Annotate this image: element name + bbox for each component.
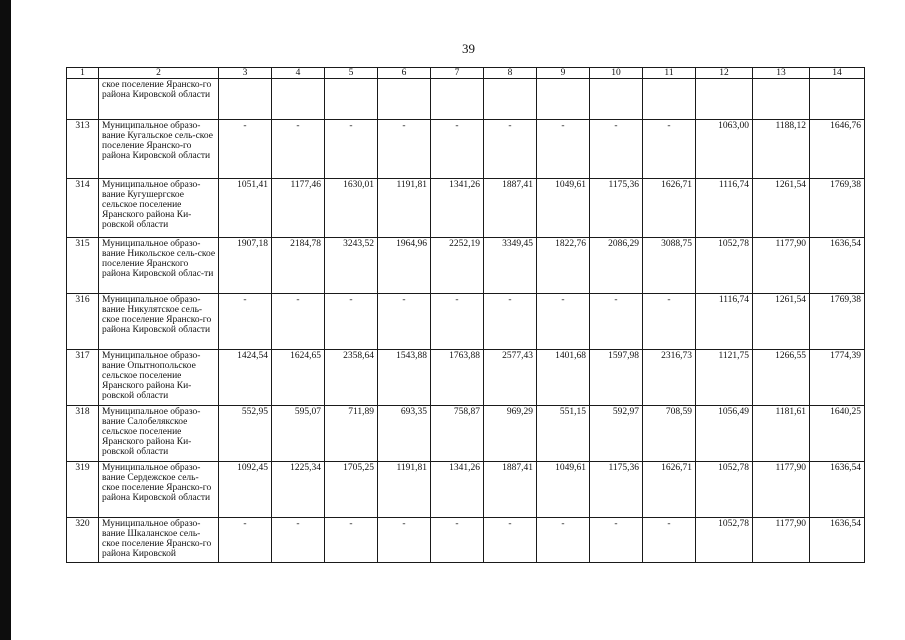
value-cell: 1177,90	[753, 462, 810, 518]
value-cell: 1051,41	[219, 179, 272, 238]
value-cell: 1191,81	[378, 462, 431, 518]
table-row	[67, 294, 865, 350]
value-cell: -	[219, 294, 272, 350]
municipality-name: Муниципальное образо-вание Салобелякское сельское поселение Яранского района Ки-ровской области	[99, 406, 219, 462]
table-row	[67, 179, 865, 238]
value-cell: 2577,43	[484, 350, 537, 406]
value-cell: -	[325, 518, 378, 563]
row-number: 316	[67, 294, 99, 350]
value-cell: -	[643, 120, 696, 179]
value-cell: 1121,75	[696, 350, 753, 406]
value-cell: 1822,76	[537, 238, 590, 294]
value-cell: 2252,19	[431, 238, 484, 294]
column-header: 2	[99, 68, 219, 79]
value-cell: 595,07	[272, 406, 325, 462]
value-cell: 2358,64	[325, 350, 378, 406]
municipality-name: Муниципальное образо-вание Шкаланское сель-ское поселение Яранско-го района Кировской	[99, 518, 219, 563]
value-cell	[378, 79, 431, 120]
value-cell: 1763,88	[431, 350, 484, 406]
table-row-continuation	[67, 79, 865, 120]
value-cell: 1191,81	[378, 179, 431, 238]
value-cell: 1188,12	[753, 120, 810, 179]
value-cell: 1052,78	[696, 518, 753, 563]
value-cell: 3243,52	[325, 238, 378, 294]
value-cell: 2086,29	[590, 238, 643, 294]
value-cell: -	[431, 294, 484, 350]
value-cell: 1063,00	[696, 120, 753, 179]
municipality-name: Муниципальное образо-вание Никольское сель-ское поселение Яранского района Кировской облас-ти	[99, 238, 219, 294]
value-cell: -	[219, 120, 272, 179]
value-cell	[537, 79, 590, 120]
column-header: 4	[272, 68, 325, 79]
value-cell: 1056,49	[696, 406, 753, 462]
value-cell: 1640,25	[810, 406, 865, 462]
page-number: 39	[462, 41, 475, 56]
value-cell: -	[590, 120, 643, 179]
value-cell: 1401,68	[537, 350, 590, 406]
value-cell: 1774,39	[810, 350, 865, 406]
value-cell: 1261,54	[753, 294, 810, 350]
column-header: 1	[67, 68, 99, 79]
value-cell: 1341,26	[431, 179, 484, 238]
column-number-row	[67, 68, 865, 79]
binder-edge-bar	[0, 0, 11, 640]
row-number	[67, 79, 99, 120]
value-cell: 1341,26	[431, 462, 484, 518]
value-cell: 1626,71	[643, 179, 696, 238]
value-cell: 1769,38	[810, 179, 865, 238]
municipality-name: Муниципальное образо-вание Опытнопольское сельское поселение Яранского района Ки-ровской области	[99, 350, 219, 406]
value-cell: 3349,45	[484, 238, 537, 294]
value-cell: 1266,55	[753, 350, 810, 406]
value-cell	[753, 79, 810, 120]
value-cell: -	[272, 120, 325, 179]
column-header: 5	[325, 68, 378, 79]
column-header: 10	[590, 68, 643, 79]
value-cell	[590, 79, 643, 120]
value-cell: -	[378, 294, 431, 350]
value-cell: -	[484, 294, 537, 350]
table-row	[67, 462, 865, 518]
value-cell	[810, 79, 865, 120]
municipality-name: Муниципальное образо-вание Кугальское сель-ское поселение Яранско-го района Кировской области	[99, 120, 219, 179]
value-cell: 1261,54	[753, 179, 810, 238]
value-cell: 1907,18	[219, 238, 272, 294]
value-cell: -	[643, 518, 696, 563]
table-row	[67, 120, 865, 179]
column-header: 13	[753, 68, 810, 79]
value-cell: 708,59	[643, 406, 696, 462]
value-cell: 969,29	[484, 406, 537, 462]
value-cell: 1049,61	[537, 462, 590, 518]
municipality-name: Муниципальное образо-вание Никулятское сель-ское поселение Яранско-го района Кировской области	[99, 294, 219, 350]
column-header: 11	[643, 68, 696, 79]
value-cell: -	[272, 518, 325, 563]
value-cell	[325, 79, 378, 120]
row-number: 313	[67, 120, 99, 179]
value-cell: 552,95	[219, 406, 272, 462]
value-cell: 1177,46	[272, 179, 325, 238]
table-row	[67, 518, 865, 563]
column-header: 14	[810, 68, 865, 79]
value-cell: 1116,74	[696, 294, 753, 350]
value-cell: -	[378, 120, 431, 179]
value-cell: 1705,25	[325, 462, 378, 518]
row-number: 319	[67, 462, 99, 518]
value-cell: 1225,34	[272, 462, 325, 518]
column-header: 9	[537, 68, 590, 79]
value-cell: 1636,54	[810, 518, 865, 563]
value-cell: 1116,74	[696, 179, 753, 238]
value-cell: 1177,90	[753, 518, 810, 563]
value-cell	[272, 79, 325, 120]
value-cell: -	[643, 294, 696, 350]
municipality-name: Муниципальное образо-вание Кугушергское сельское поселение Яранского района Ки-ровской области	[99, 179, 219, 238]
value-cell: -	[325, 294, 378, 350]
value-cell: 1964,96	[378, 238, 431, 294]
row-number: 315	[67, 238, 99, 294]
value-cell: 693,35	[378, 406, 431, 462]
value-cell: 1597,98	[590, 350, 643, 406]
column-header: 12	[696, 68, 753, 79]
row-number: 317	[67, 350, 99, 406]
table-row	[67, 406, 865, 462]
value-cell: -	[537, 518, 590, 563]
table-row	[67, 350, 865, 406]
value-cell: 1769,38	[810, 294, 865, 350]
value-cell: 1636,54	[810, 238, 865, 294]
value-cell: 592,97	[590, 406, 643, 462]
municipality-name: ское поселение Яранско-го района Кировской области	[99, 79, 219, 120]
value-cell: 1092,45	[219, 462, 272, 518]
value-cell: 1624,65	[272, 350, 325, 406]
value-cell: 711,89	[325, 406, 378, 462]
value-cell: 1052,78	[696, 462, 753, 518]
value-cell: 1177,90	[753, 238, 810, 294]
value-cell: 758,87	[431, 406, 484, 462]
municipality-name: Муниципальное образо-вание Сердежское сель-ское поселение Яранско-го района Кировской области	[99, 462, 219, 518]
value-cell: 1175,36	[590, 462, 643, 518]
value-cell: 1052,78	[696, 238, 753, 294]
value-cell: -	[537, 120, 590, 179]
value-cell: 2316,73	[643, 350, 696, 406]
value-cell: 1424,54	[219, 350, 272, 406]
value-cell: 1630,01	[325, 179, 378, 238]
value-cell: 1181,61	[753, 406, 810, 462]
value-cell: -	[590, 518, 643, 563]
value-cell: -	[590, 294, 643, 350]
value-cell: -	[484, 518, 537, 563]
value-cell: -	[484, 120, 537, 179]
value-cell: 1543,88	[378, 350, 431, 406]
value-cell: 1636,54	[810, 462, 865, 518]
value-cell: -	[537, 294, 590, 350]
column-header: 3	[219, 68, 272, 79]
value-cell	[431, 79, 484, 120]
value-cell: -	[431, 120, 484, 179]
tariff-table	[66, 67, 865, 563]
value-cell	[643, 79, 696, 120]
value-cell	[484, 79, 537, 120]
row-number: 314	[67, 179, 99, 238]
value-cell: -	[219, 518, 272, 563]
value-cell: 1646,76	[810, 120, 865, 179]
column-header: 6	[378, 68, 431, 79]
value-cell: 551,15	[537, 406, 590, 462]
value-cell: -	[325, 120, 378, 179]
column-header: 8	[484, 68, 537, 79]
value-cell: 1626,71	[643, 462, 696, 518]
value-cell	[219, 79, 272, 120]
value-cell: -	[378, 518, 431, 563]
table-row	[67, 238, 865, 294]
row-number: 320	[67, 518, 99, 563]
value-cell: 1887,41	[484, 462, 537, 518]
value-cell: 3088,75	[643, 238, 696, 294]
value-cell: 1175,36	[590, 179, 643, 238]
value-cell: 1887,41	[484, 179, 537, 238]
value-cell: -	[272, 294, 325, 350]
value-cell: 1049,61	[537, 179, 590, 238]
column-header: 7	[431, 68, 484, 79]
value-cell: 2184,78	[272, 238, 325, 294]
value-cell: -	[431, 518, 484, 563]
value-cell	[696, 79, 753, 120]
row-number: 318	[67, 406, 99, 462]
